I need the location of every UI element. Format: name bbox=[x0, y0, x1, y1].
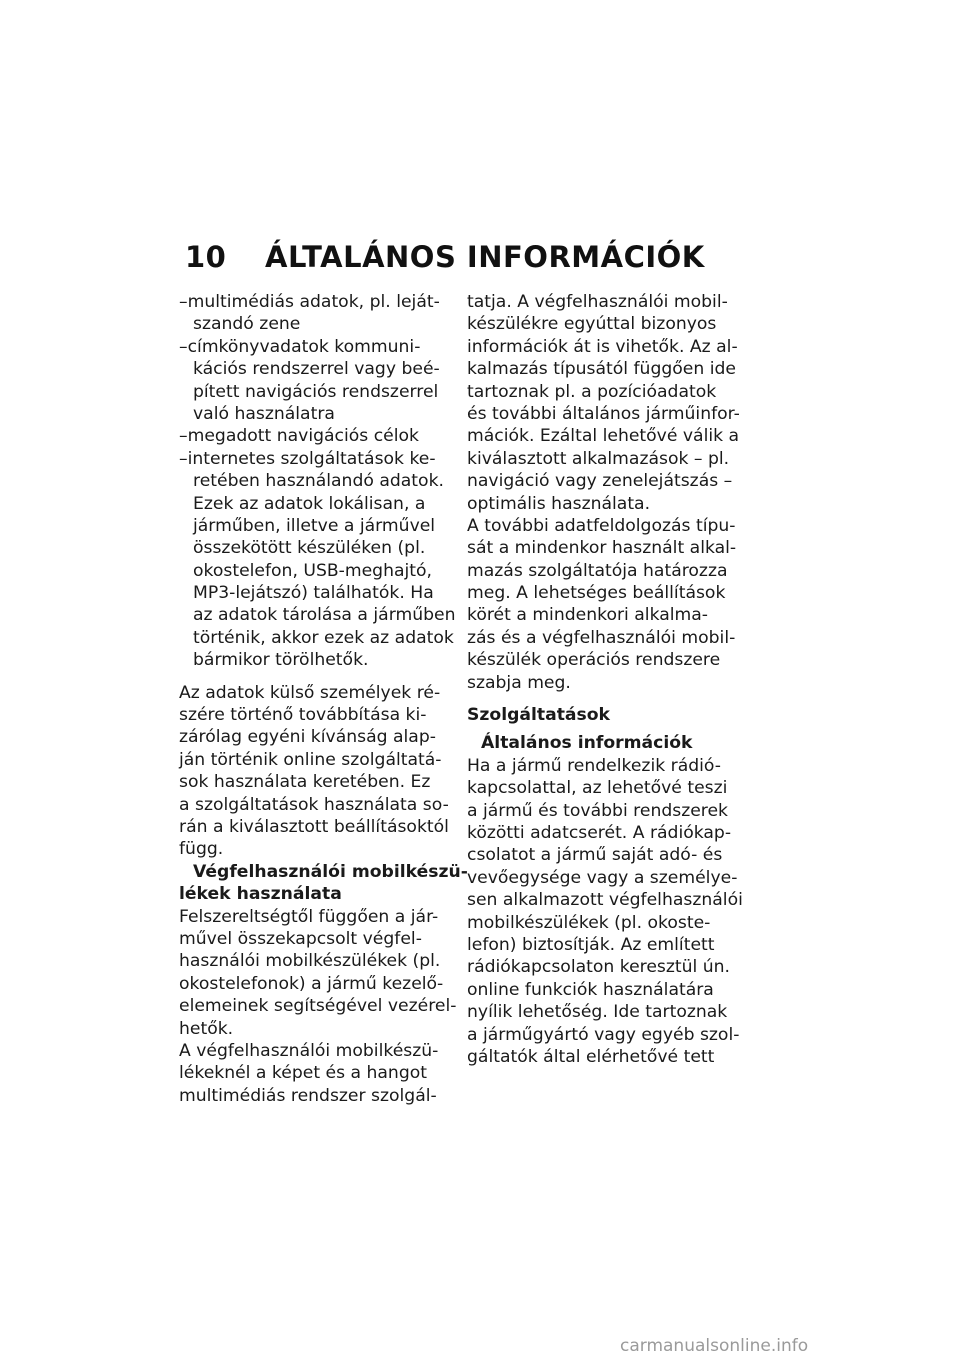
list-line: való használatra bbox=[193, 403, 335, 424]
list-line: kációs rendszerrel vagy beé- bbox=[193, 359, 440, 380]
text-line: zás és a végfelhasználói mobil- bbox=[467, 627, 736, 648]
text-line: mazás szolgáltatója határozza bbox=[467, 560, 728, 581]
paragraph bbox=[179, 906, 457, 1040]
text-line: a járműgyártó vagy egyéb szol- bbox=[467, 1024, 740, 1045]
page-number: 10 bbox=[185, 240, 227, 274]
text-line: sok használata keretében. Ez bbox=[179, 772, 431, 793]
list-line: összekötött készüléken (pl. bbox=[193, 538, 426, 559]
text-line: optimális használata. bbox=[467, 493, 651, 514]
text-line: tartoznak pl. a pozícióadatok bbox=[467, 381, 717, 402]
text-line: kapcsolattal, az lehetővé teszi bbox=[467, 778, 728, 799]
text-line: és további általános járműinfor- bbox=[467, 403, 740, 424]
text-line: függ. bbox=[179, 839, 224, 860]
text-line: ján történik online szolgáltatá- bbox=[179, 749, 442, 770]
text-line: lefon) biztosítják. Az említett bbox=[467, 934, 715, 955]
list-line: bármikor törölhetők. bbox=[193, 650, 369, 671]
list-line: –internetes szolgáltatások ke- bbox=[179, 448, 436, 469]
text-line: információk át is vihetők. Az al- bbox=[467, 336, 738, 357]
text-line: zárólag egyéni kívánság alap- bbox=[179, 727, 436, 748]
text-line: meg. A lehetséges beállítások bbox=[467, 583, 726, 604]
text-line: használói mobilkészülékek (pl. bbox=[179, 951, 441, 972]
paragraph bbox=[179, 682, 454, 861]
text-line: tatja. A végfelhasználói mobil- bbox=[467, 292, 728, 312]
list-line: történik, akkor ezek az adatok bbox=[193, 627, 454, 648]
list-line: Ezek az adatok lokálisan, a bbox=[193, 493, 426, 514]
paragraph bbox=[467, 291, 743, 515]
sub-heading-general-info: Általános információk bbox=[481, 733, 693, 754]
paragraph bbox=[467, 515, 743, 694]
right-column bbox=[467, 291, 743, 1068]
text-line: szabja meg. bbox=[467, 672, 571, 693]
text-line: hetők. bbox=[179, 1018, 234, 1039]
text-line: multimédiás rendszer szolgál- bbox=[179, 1085, 437, 1106]
text-line: készülék operációs rendszere bbox=[467, 650, 721, 671]
list-line: szandó zene bbox=[193, 314, 301, 335]
text-line: A további adatfeldolgozás típu- bbox=[467, 515, 736, 536]
text-line: körét a mindenkori alkalma- bbox=[467, 605, 709, 626]
list-line: –multimédiás adatok, pl. leját- bbox=[179, 292, 440, 312]
text-line: a szolgáltatások használata so- bbox=[179, 794, 449, 815]
text-line: gáltatók által elérhetővé tett bbox=[467, 1046, 715, 1067]
text-line: mációk. Ezáltal lehetővé válik a bbox=[467, 426, 740, 447]
text-line: nyílik lehetőség. Ide tartoznak bbox=[467, 1002, 728, 1023]
paragraph bbox=[467, 755, 743, 1068]
list-line: járműben, illetve a járművel bbox=[193, 515, 436, 536]
list-line: retében használandó adatok. bbox=[193, 471, 444, 492]
text-line: rán a kiválasztott beállításoktól bbox=[179, 816, 449, 837]
watermark-link[interactable]: carmanualsonline.info bbox=[620, 1336, 809, 1356]
list-line: –megadott navigációs célok bbox=[179, 426, 419, 447]
text-line: művel összekapcsolt végfel- bbox=[179, 928, 422, 949]
page-title: ÁLTALÁNOS INFORMÁCIÓK bbox=[265, 240, 705, 274]
text-line: online funkciók használatára bbox=[467, 979, 714, 1000]
text-line: Az adatok külső személyek ré- bbox=[179, 682, 441, 703]
list-line: –címkönyvadatok kommuni- bbox=[179, 336, 421, 357]
text-line: rádiókapcsolaton keresztül ún. bbox=[467, 957, 731, 978]
text-line: Ha a jármű rendelkezik rádió- bbox=[467, 755, 721, 776]
text-line: lékeknél a képet és a hangot bbox=[179, 1063, 427, 1084]
text-line: navigáció vagy zenelejátszás – bbox=[467, 471, 733, 492]
page-header bbox=[185, 240, 705, 274]
heading-line: lékek használata bbox=[179, 884, 342, 905]
section-heading-services: Szolgáltatások bbox=[467, 705, 610, 726]
text-line: elemeinek segítségével vezérel- bbox=[179, 996, 457, 1017]
text-line: sát a mindenkor használt alkal- bbox=[467, 538, 737, 559]
text-line: szére történő továbbítása ki- bbox=[179, 705, 427, 726]
text-line: sen alkalmazott végfelhasználói bbox=[467, 890, 743, 911]
text-line: vevőegysége vagy a személye- bbox=[467, 867, 738, 888]
text-line: mobilkészülékek (pl. okoste- bbox=[467, 912, 711, 933]
data-list bbox=[179, 291, 454, 672]
text-line: A végfelhasználói mobilkészü- bbox=[179, 1040, 439, 1061]
text-line: csolatot a jármű saját adó- és bbox=[467, 845, 723, 866]
list-line: az adatok tárolása a járműben bbox=[193, 605, 456, 626]
text-line: közötti adatcserét. A rádiókap- bbox=[467, 822, 732, 843]
text-line: a jármű és további rendszerek bbox=[467, 800, 729, 821]
text-line: készülékre egyúttal bizonyos bbox=[467, 314, 717, 335]
section-heading-mobile-devices bbox=[179, 861, 468, 906]
list-line: pített navigációs rendszerrel bbox=[193, 381, 439, 402]
text-line: Felszereltségtől függően a jár- bbox=[179, 906, 439, 927]
text-line: okostelefonok) a jármű kezelő- bbox=[179, 973, 444, 994]
paragraph bbox=[179, 1040, 454, 1107]
heading-line: Végfelhasználói mobilkészü- bbox=[193, 861, 468, 882]
list-line: MP3-lejátszó) találhatók. Ha bbox=[193, 583, 434, 604]
list-line: okostelefon, USB-meghajtó, bbox=[193, 560, 433, 581]
text-line: kalmazás típusától függően ide bbox=[467, 359, 736, 380]
text-line: kiválasztott alkalmazások – pl. bbox=[467, 448, 730, 469]
left-column bbox=[179, 291, 468, 1107]
